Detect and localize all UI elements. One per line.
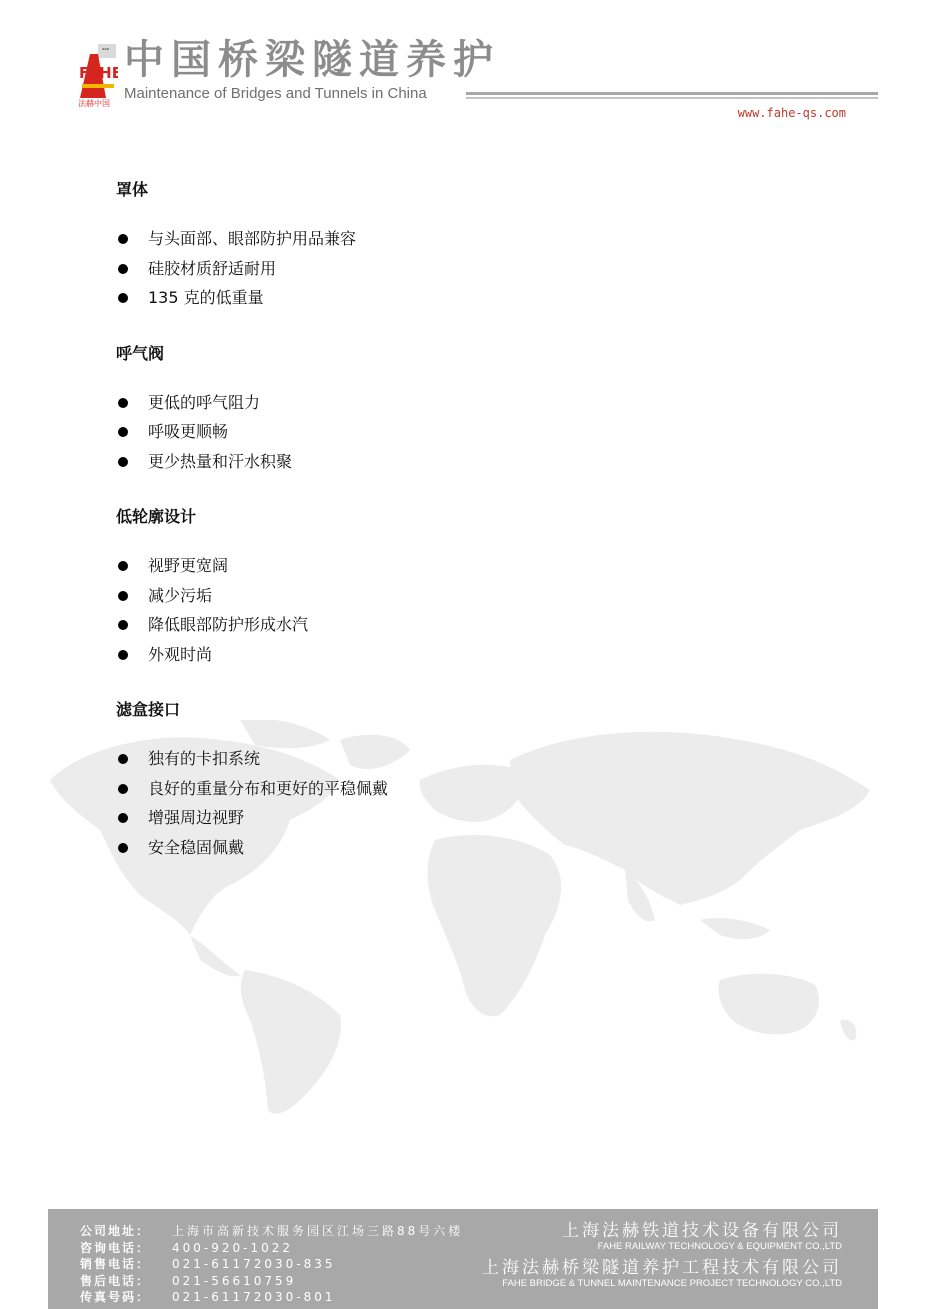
- bullet-list: [116, 744, 816, 862]
- contact-row-aftersales: [80, 1273, 463, 1290]
- bullet-list: [116, 551, 816, 669]
- contact-label: 传真号码：: [80, 1290, 151, 1304]
- contact-info: [80, 1223, 463, 1306]
- website-url[interactable]: www.fahe-qs.com: [737, 106, 846, 120]
- section-mask-body: [116, 180, 816, 313]
- list-item: 安全稳固佩戴: [116, 833, 816, 863]
- feature-list: [116, 180, 816, 893]
- company-name-bridge: 上海法赫桥梁隧道养护工程技术有限公司: [482, 1258, 842, 1278]
- contact-row-inquiry: [80, 1240, 463, 1257]
- list-item: 独有的卡扣系统: [116, 744, 816, 774]
- section-title: 呼气阀: [116, 343, 165, 363]
- company-name-bridge-en: FAHE BRIDGE & TUNNEL MAINTENANCE PROJECT TECHNOLOGY CO.,LTD: [502, 1278, 842, 1289]
- page-title-cn: 中国桥梁隧道养护: [124, 37, 500, 83]
- contact-row-address: [80, 1223, 463, 1240]
- list-item: 呼吸更顺畅: [116, 417, 816, 447]
- fahe-logo: [78, 44, 118, 108]
- page-title-en: Maintenance of Bridges and Tunnels in China: [124, 85, 427, 102]
- logo-sub: 法赫中国: [78, 99, 110, 108]
- page-footer: [48, 1209, 878, 1309]
- contact-value: 上海市高新技术服务园区江场三路88号六楼: [172, 1224, 464, 1238]
- list-item: 良好的重量分布和更好的平稳佩戴: [116, 774, 816, 804]
- bullet-list: [116, 224, 816, 313]
- company-names: [482, 1221, 842, 1295]
- logo-text: FAHE: [79, 64, 118, 82]
- section-exhalation-valve: [116, 344, 816, 477]
- svg-text:▪▪▪: ▪▪▪: [102, 47, 110, 51]
- section-title: 滤盒接口: [116, 700, 181, 719]
- list-item: 硅胶材质舒适耐用: [116, 254, 816, 284]
- list-item: 增强周边视野: [116, 803, 816, 833]
- contact-value: 400-920-1022: [172, 1240, 294, 1255]
- list-item: 与头面部、眼部防护用品兼容: [116, 224, 816, 254]
- company-name-railway-en: FAHE RAILWAY TECHNOLOGY & EQUIPMENT CO.,LTD: [597, 1241, 842, 1252]
- contact-label: 公司地址：: [80, 1224, 151, 1238]
- header-rule: [466, 92, 878, 95]
- contact-label: 销售电话：: [80, 1257, 151, 1271]
- section-title: 低轮廓设计: [116, 507, 197, 526]
- contact-label: 售后电话：: [80, 1273, 151, 1288]
- list-item: 更低的呼气阻力: [116, 388, 816, 418]
- list-item: 降低眼部防护形成水汽: [116, 610, 816, 640]
- contact-value: 021-61172030-801: [172, 1290, 336, 1304]
- section-title: 罩体: [116, 180, 149, 199]
- section-low-profile: [116, 507, 816, 669]
- list-item: 视野更宽阔: [116, 551, 816, 581]
- contact-value: 021-56610759: [172, 1273, 297, 1288]
- contact-row-sales: [80, 1256, 463, 1273]
- section-filter-interface: [116, 700, 816, 862]
- list-item: 135 克的低重量: [116, 283, 816, 313]
- bullet-list: [116, 388, 816, 477]
- contact-row-fax: [80, 1289, 463, 1306]
- list-item: 更少热量和汗水积聚: [116, 447, 816, 477]
- list-item: 外观时尚: [116, 640, 816, 670]
- contact-value: 021-61172030-835: [172, 1257, 336, 1271]
- list-item: 减少污垢: [116, 581, 816, 611]
- header-rule-thin: [466, 97, 878, 99]
- contact-label: 咨询电话：: [80, 1240, 151, 1255]
- company-name-railway: 上海法赫铁道技术设备有限公司: [562, 1221, 842, 1241]
